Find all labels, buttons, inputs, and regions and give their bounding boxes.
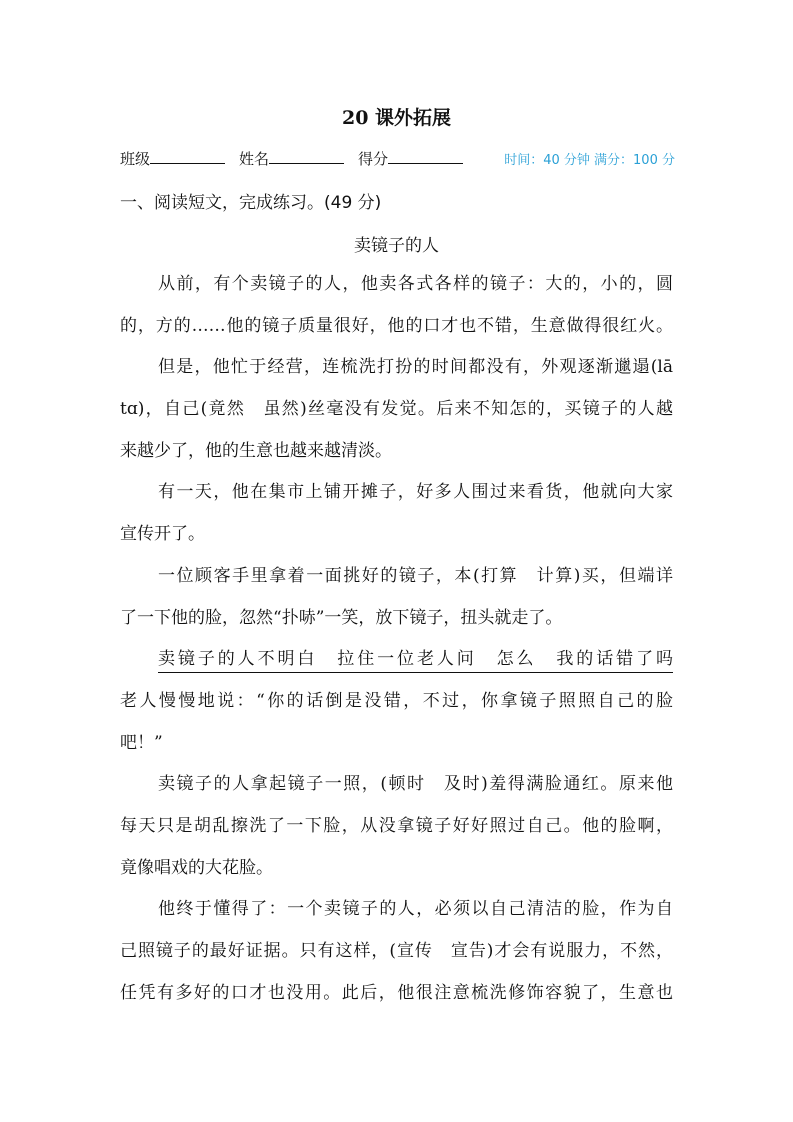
line-text: 竟像唱戏的大花脸。 (120, 857, 273, 878)
passage-line (120, 731, 673, 773)
class-label: 班级 (120, 150, 151, 168)
line-text: 吧！” (120, 732, 163, 753)
line-text: 了一下他的脸，忽然“扑哧”一笑，放下镜子，扭头就走了。 (120, 607, 563, 628)
line-text: 老人慢慢地说：“你的话倒是没错，不过，你拿镜子照照自己的脸 (120, 690, 673, 711)
line-text: 己照镜子的最好证据。只有这样，(宣传 宣告)才会有说服力，不然， (120, 941, 673, 961)
line-text: 的，方的……他的镜子质量很好，他的口才也不错，生意做得很红火。 (120, 315, 673, 336)
line-text: 来越少了，他的生意也越来越清淡。 (120, 440, 392, 461)
line-text: tɑ)，自己(竟然 虽然)丝毫没有发觉。后来不知怎的，买镜子的人越 (120, 399, 673, 420)
passage-line (120, 397, 673, 439)
passage-line (120, 439, 673, 481)
passage-line (120, 606, 673, 648)
class-blank[interactable] (150, 149, 225, 164)
passage-line (120, 814, 673, 856)
page-title: 20 课外拓展 (341, 107, 452, 129)
line-text: 任凭有多好的口才也没用。此后，他很注意梳洗修饰容貌了，生意也 (120, 982, 673, 1003)
passage-title: 卖镜子的人 (354, 236, 439, 256)
line-text: 但是，他忙于经营，连梳洗打扮的时间都没有，外观逐渐邋遢(lā (158, 357, 673, 378)
passage-line (120, 939, 673, 981)
passage-line (120, 856, 673, 898)
line-text: 他终于懂得了：一个卖镜子的人，必须以自己清洁的脸，作为自 (158, 899, 673, 920)
name-label: 姓名 (239, 150, 270, 168)
score-label: 得分 (358, 150, 389, 168)
score-blank[interactable] (388, 149, 463, 164)
name-blank[interactable] (269, 149, 344, 164)
line-text: 有一天，他在集市上铺开摊子，好多人围过来看货，他就向大家 (158, 482, 673, 503)
line-text: 每天只是胡乱擦洗了一下脸，从没拿镜子好好照过自己。他的脸啊， (120, 815, 673, 836)
time-score-info: 时间：40 分钟 满分：100 分 (504, 153, 675, 168)
line-text: 卖镜子的人不明白 拉住一位老人问 怎么 我的话错了吗 (158, 647, 673, 673)
passage-line (120, 314, 673, 356)
passage-line (120, 689, 673, 731)
section-heading: 一、阅读短文，完成练习。(49 分) (120, 193, 382, 213)
passage-line (120, 355, 673, 397)
passage-line (120, 522, 673, 564)
passage-body (120, 272, 690, 1022)
line-text: 卖镜子的人拿起镜子一照，(顿时 及时)羞得满脸通红。原来他 (158, 774, 673, 795)
passage-line (120, 564, 673, 606)
passage-line (120, 772, 673, 814)
passage-line (120, 981, 673, 1023)
student-info-row (120, 148, 675, 169)
line-text: 从前，有个卖镜子的人，他卖各式各样的镜子：大的，小的，圆 (158, 274, 673, 294)
passage-line (120, 272, 673, 314)
passage-line (120, 480, 673, 522)
line-text: 宣传开了。 (120, 524, 205, 545)
line-text: 一位顾客手里拿着一面挑好的镜子，本(打算 计算)买，但端详 (158, 565, 673, 586)
passage-line (120, 897, 673, 939)
fill-in-underline-line[interactable] (120, 647, 690, 689)
